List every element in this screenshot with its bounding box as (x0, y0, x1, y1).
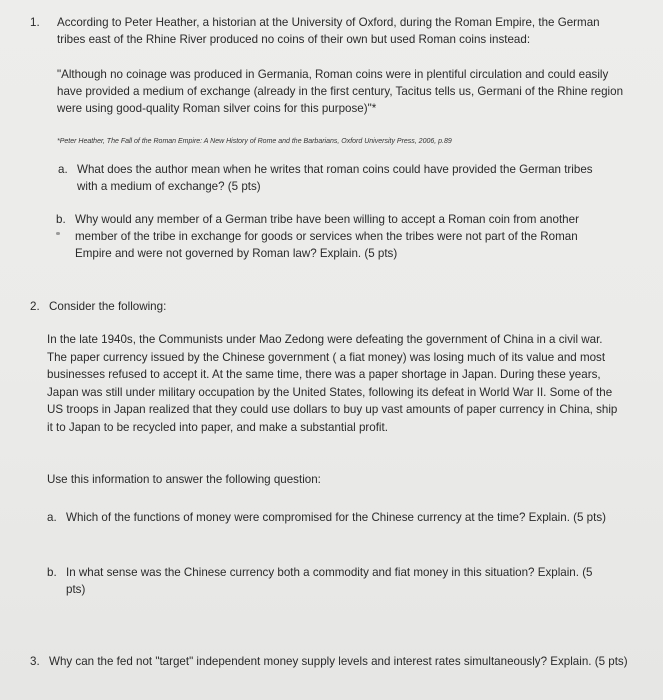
subquestion-text: In what sense was the Chinese currency both a commodity and fiat money in this situation? Explain. (5 pts) (66, 566, 593, 596)
citation: *Peter Heather, The Fall of the Roman Empire: A New History of Rome and the Barbarians, Oxford University Press, 2006, p.89 (57, 138, 452, 145)
block-quote: "Although no coinage was produced in Germania, Roman coins were in plentiful circulation and could easily have provided a medium of exchange (already in the first century, Tacitus tells us, Germani of the Rhine region were using good-quality Roman silver coins for this purpose)"* (57, 68, 624, 115)
question-1b (56, 211, 616, 262)
subquestion-text: What does the author mean when he writes that roman coins could have provided the German tribes with a medium of exchange? (5 pts) (77, 163, 593, 193)
instruction-text: Use this information to answer the following question: (47, 473, 321, 486)
question-1a (58, 161, 598, 195)
question-text: According to Peter Heather, a historian at the University of Oxford, during the Roman Empire, the German tribes east of the Rhine River produced no coins of their own but used Roman coins instead: (57, 16, 600, 46)
subquestion-label: a. (47, 511, 57, 524)
scenario-paragraph: In the late 1940s, the Communists under Mao Zedong were defeating the government of China in a civil war. The paper currency issued by the Chinese government ( a fiat money) was losing much of its value and most businesses refused to accept it. At the same time, there was a paper shortage in Japan. During these years, Japan was still under military occupation by the United States, following its defeat in World War II. Some of the US troops in Japan realized that they could use dollars to buy up vast amounts of paper currency in China, ship it to Japan to be recycled into paper, and make a substantial profit. (47, 333, 618, 434)
question-number: 3. (30, 655, 40, 668)
stray-mark (56, 232, 60, 235)
question-2b (47, 564, 607, 598)
question-2 (30, 298, 630, 315)
question-1 (30, 14, 630, 48)
question-text: Why can the fed not "target" independent money supply levels and interest rates simultaneously? Explain. (5 pts) (49, 655, 628, 668)
subquestion-label: b. (56, 213, 66, 226)
question-3 (30, 653, 640, 670)
subquestion-text: Why would any member of a German tribe have been willing to accept a Roman coin from another member of the tribe in exchange for goods or services when the tribes were not part of the Roman Empire and were not governed by Roman law? Explain. (5 pts) (75, 213, 579, 260)
question-number: 2. (30, 300, 40, 313)
subquestion-text: Which of the functions of money were compromised for the Chinese currency at the time? Explain. (5 pts) (66, 511, 606, 524)
question-text: Consider the following: (49, 300, 167, 313)
subquestion-label: b. (47, 566, 57, 579)
subquestion-label: a. (58, 163, 68, 176)
question-number: 1. (30, 16, 40, 29)
question-2a (47, 509, 607, 526)
